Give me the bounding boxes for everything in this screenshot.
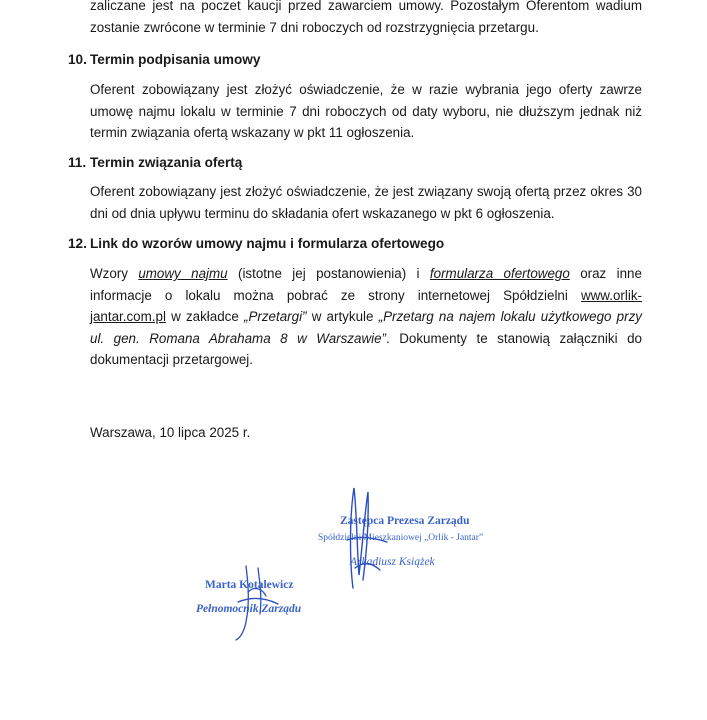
- text-line: termin związania ofertą wskazany w pkt 11 ogłoszenia.: [90, 125, 415, 140]
- section-title: Termin podpisania umowy: [90, 52, 261, 67]
- text-fragment: w zakładce: [171, 309, 239, 324]
- text-fragment: informacje o lokalu można pobrać ze strony internetowej Spółdzielni: [90, 287, 568, 303]
- proxy-title: Pełnomocnik Zarządu: [196, 603, 302, 615]
- section-number: 12.: [68, 236, 87, 251]
- section-10-body: [90, 79, 642, 144]
- section-title: Link do wzorów umowy najmu i formularza ofertowego: [90, 236, 445, 251]
- section-11-heading: [68, 153, 242, 173]
- article-title-reference: „Przetarg na najem lokalu użytkowego przy: [378, 309, 642, 324]
- text-fragment: . Dokumenty te stanowią załączniki do: [386, 330, 642, 346]
- text-line: umowę najmu lokalu w terminie 7 dni roboczych od daty wyboru, nie dłuższym jednak niż: [90, 103, 642, 119]
- article-title-reference-continued: ul. gen. Romana Abrahama 8 w Warszawie”: [90, 330, 386, 346]
- text-line: [90, 306, 642, 328]
- text-line: zostanie zwrócone w terminie 7 dni roboczych od rozstrzygnięcia przetargu.: [90, 19, 539, 35]
- paragraph-deposit-continuation: [90, 0, 642, 38]
- signatory-name-right: Arkadiusz Książek: [350, 556, 435, 568]
- text-line: [90, 328, 642, 350]
- text-fragment: Wzory: [90, 266, 128, 281]
- section-12-body: [90, 263, 642, 371]
- website-link[interactable]: www.orlik-: [580, 287, 642, 303]
- section-11-body: [90, 181, 642, 224]
- signatory-name-left: Marta Kotalewicz: [205, 579, 294, 591]
- text-fragment: (istotne jej postanowienia) i: [238, 266, 420, 281]
- text-line: Oferent zobowiązany jest złożyć oświadczenie, że w razie wybrania jego oferty zawrze: [90, 82, 642, 97]
- handwritten-signature-left: [218, 562, 288, 642]
- section-12-heading: [68, 234, 444, 254]
- place-and-date: Warszawa, 10 lipca 2025 r.: [90, 425, 251, 440]
- contract-template-reference: umowy najmu: [138, 266, 228, 281]
- text-line: zaliczane jest na poczet kaucji przed zawarciem umowy. Pozostałym Oferentom wadium: [90, 0, 642, 13]
- text-line: dni od dnia upływu terminu do składania ofert wskazanego w pkt 6 ogłoszenia.: [90, 205, 555, 221]
- section-number: 11.: [68, 155, 87, 170]
- text-line: [90, 263, 642, 285]
- section-title: Termin związania ofertą: [90, 155, 243, 170]
- deputy-president-title: Zastępca Prezesa Zarządu: [340, 515, 470, 527]
- text-fragment: oraz inne: [580, 266, 642, 281]
- text-line: dokumentacji przetargowej.: [90, 352, 254, 367]
- text-line: Oferent zobowiązany jest złożyć oświadczenie, że jest związany swoją ofertą przez okres 30: [90, 184, 642, 199]
- text-line: [90, 285, 642, 307]
- handwritten-signature-right: [335, 480, 395, 595]
- offer-form-reference: formularza ofertowego: [429, 266, 570, 281]
- section-10-heading: [68, 50, 260, 70]
- section-number: 10.: [68, 52, 87, 67]
- cooperative-name: Spółdzielni Mieszkaniowej „Orlik - Jantar”: [318, 533, 484, 543]
- tab-name-reference: „Przetargi”: [244, 309, 307, 324]
- text-fragment: w artykule: [311, 309, 374, 324]
- website-link-continued[interactable]: jantar.com.pl: [90, 309, 166, 324]
